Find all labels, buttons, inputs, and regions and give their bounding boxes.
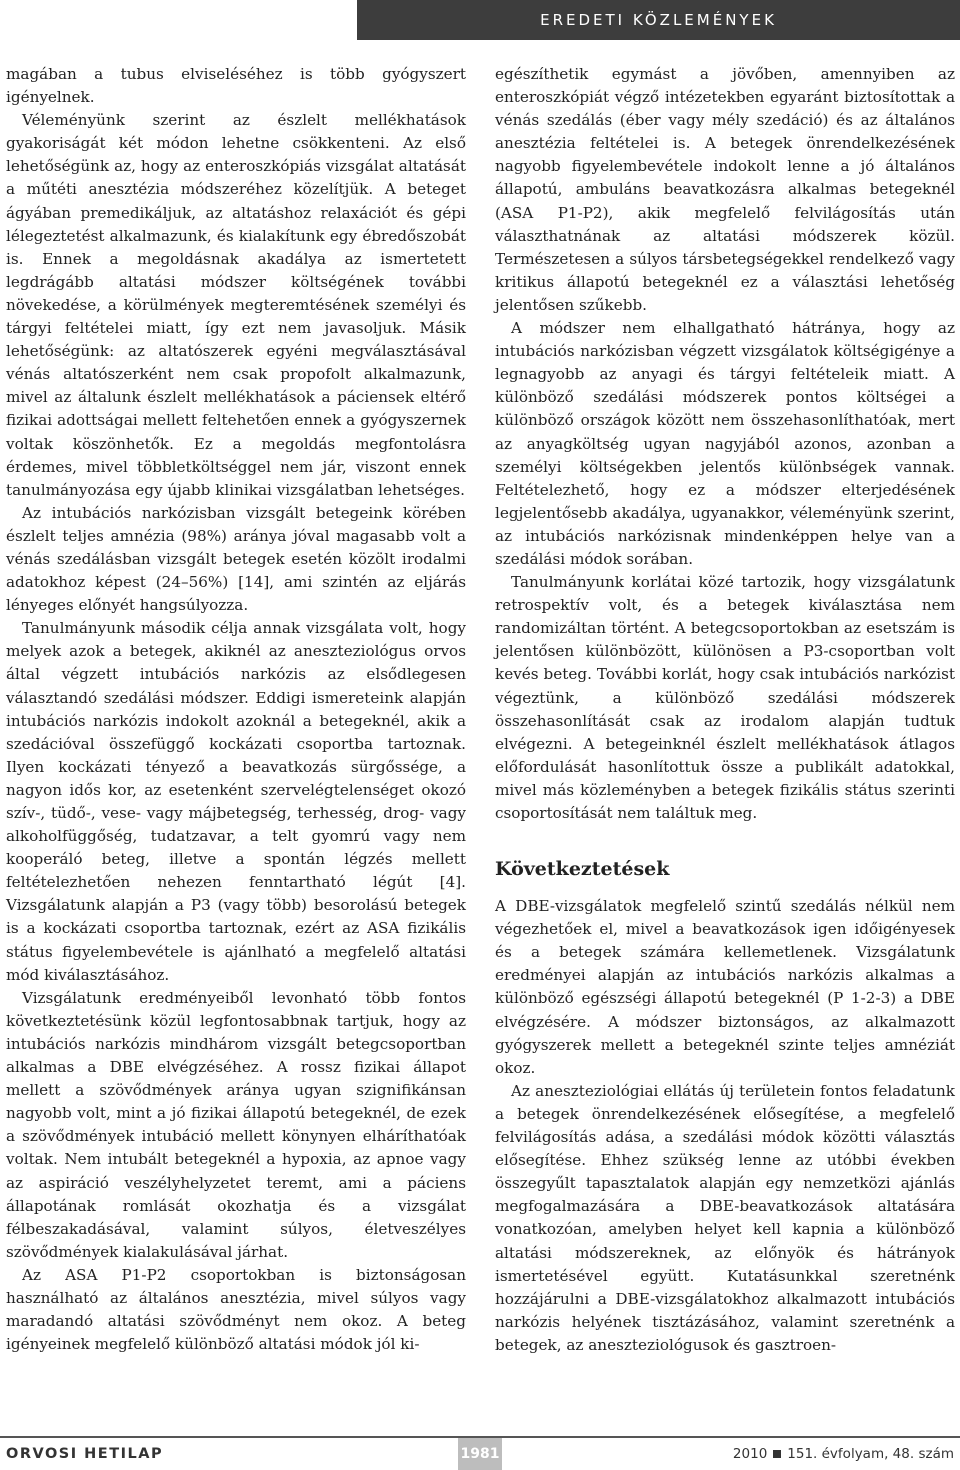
section-header [357, 0, 960, 40]
paragraph: Tanulmányunk második célja annak vizsgálata volt, hogy melyek azok a betegek, akiknél az aneszteziológus orvos által végzett intubációs narkózis az elsődlegesen választandó szedálási módszer. Eddigi ismereteink alapján intubációs narkózis indokolt azoknál a betegeknél, akik a szedációval összefüggő kockázati csoportba tartoznak. Ilyen kockázati tényező a beavatkozás sürgőssége, a nagyon idős kor, az esetenként szervelégtelenséget okozó szív-, tüdő-, vese- vagy májbetegség, terhesség, drog- vagy alkoholfüggőség, tudatzavar, a telt gyomrú vagy nem kooperáló beteg, illetve a spontán légzés mellett feltételezhetően nehezen fenntartható légút [4]. Vizsgálatunk alapján a P3 (vagy több) besorolású betegek is a kockázati csoportba tartoznak, ezért az ASA fizikális státus figyelembevétele is ajánlható a megfelelő altatási mód kiválasztásához. [6, 619, 466, 984]
page-number: 1981 [458, 1438, 502, 1470]
journal-name: ORVOSI HETILAP [6, 1446, 164, 1462]
volume-issue: 151. évfolyam, 48. szám [787, 1446, 954, 1462]
paragraph: Az intubációs narkózisban vizsgált betegeink körében észlelt teljes amnézia (98%) aránya jóval magasabb volt a vénás szedálásban vizsgált betegek esetén közölt irodalmi adatokhoz képest (24–56%) [14], ami szintén az eljárás lényeges előnyét hangsúlyozza. [6, 503, 466, 615]
left-column [6, 63, 466, 1356]
section-title: EREDETI KÖZLEMÉNYEK [540, 11, 777, 29]
issue-year: 2010 [732, 1446, 768, 1462]
square-bullet-icon [773, 1450, 781, 1458]
paragraph: Az aneszteziológiai ellátás új területein fontos feladatunk a betegek önrendelkezésének elősegítése, a megfelelő felvilágosítás adása, a szedálási módok közötti választás elősegítése. Ehhez szükség lenne az utóbbi években összegyűlt tapasztalatok alapján egy nemzetközi ajánlás megfogalmazására a DBE-beavatkozások altatására vonatkozóan, amelyben helyet kell kapnia a különböző altatási módszereknek, az előnyök és hátrányok ismertetésével együtt. Kutatásunkkal szeretnénk hozzájárulni a DBE-vizsgálatokhoz alkalmazott intubációs narkózis helyének tisztázásához, valamint szeretnénk a betegek, az aneszteziológusok és gasztroen- [495, 1081, 955, 1354]
paragraph: Tanulmányunk korlátai közé tartozik, hogy vizsgálatunk retrospektív volt, és a betegek kiválasztása nem randomizáltan történt. A betegcsoportokban az esetszám is jelentősen különbözött, különösen a P3-csoportban volt kevés beteg. További korlát, hogy csak intubációs narkózist végeztünk, a különböző szedálási módszerek összehasonlítását csak az irodalom alapján tudtuk elvégezni. A betegeinknél észlelt mellékhatások átlagos előfordulását hasonlítottuk össze a publikált adatokkal, mivel más közleményben a betegek fizikális státus szerinti csoportosítását nem találtuk meg. [495, 573, 955, 822]
right-column [495, 63, 955, 1357]
paragraph: egészíthetik egymást a jövőben, amennyiben az enteroszkópiát végző intézetekben egyaránt biztosítottak a vénás szedálás (éber vagy mély szedáció) és az általános anesztézia feltételei is. A betegek önrendelkezésének nagyobb figyelembevétele indokolt lenne a jó általános állapotú, ambuláns beavatkozásra alkalmas betegeknél (ASA P1-P2), akik megfelelő felvilágosítás után választhatnának az altatási módszerek közül. Természetesen a súlyos társbetegségekkel rendelkező vagy kritikus állapotú betegeknél ez a választási lehetőség jelentősen szűkebb. [495, 65, 955, 314]
paragraph: A módszer nem elhallgatható hátránya, hogy az intubációs narkózisban végzett vizsgálatok költségigénye a legnagyobb az anyagi és tárgyi feltételeik miatt. A különböző szedálási módszerek pontos költségei a különböző országok között nem összehasonlíthatóak, mert az anyagköltség ugyan nagyjából azonos, azonban a személyi költségekben jelentős különbségek vannak. Feltételezhető, hogy ez a módszer elterjedésének legjelentősebb akadálya, ugyanakkor, véleményünk szerint, az intubációs narkózisnak mindenképpen helye van a szedálási módok sorában. [495, 319, 955, 568]
paragraph: Az ASA P1-P2 csoportokban is biztonságosan használható az általános anesztézia, mivel súlyos vagy maradandó altatási szövődményt nem okoz. A beteg igényeinek megfelelő különböző altatási módok jól ki- [6, 1265, 466, 1354]
paragraph: A DBE-vizsgálatok megfelelő szintű szedálás nélkül nem végezhetőek el, mivel a beavatkozások igen időigényesek és a betegek számára kellemetlenek. Vizsgálatunk eredményei alapján az intubációs narkózis alkalmas a különböző egészségi állapotú betegeknél (P 1-2-3) a DBE elvégzésére. A módszer biztonságos, az alkalmazott gyógyszerek mellett a betegeknél szinte teljes amnéziát okoz. [495, 897, 955, 1077]
issue-info [733, 1446, 954, 1462]
page-footer [0, 1436, 960, 1470]
conclusion-heading: Következtetések [495, 858, 670, 881]
paragraph: magában a tubus elviseléséhez is több gyógyszert igényelnek. [6, 65, 466, 107]
paragraph: Véleményünk szerint az észlelt mellékhatások gyakoriságát két módon lehetne csökkenteni. Az első lehetőségünk az, hogy az enteroszkópiás vizsgálat altatását a műtéti anesztézia módszeréhez közelítjük. A beteget ágyában premedikáljuk, az altatáshoz relaxációt és gépi lélegeztetést alkalmazunk, és kialakítunk egy ébredőszobát is. Ennek a megoldásnak akadálya az ismertetett legdrágább altatási módszer költségének további növekedése, a körülmények megteremtésének személyi és tárgyi feltételei miatt, így ezt nem javasoljuk. Másik lehetőségünk: az altatószerek egyéni megválasztásával vénás altatószerként nem csak propofolt alkalmazunk, mivel az általunk észlelt mellékhatások a páciensek eltérő fizikai adottságai mellett feltehetően ennek a gyógyszernek voltak köszönhetők. Ez a megoldás megfontolásra érdemes, mivel többletköltséggel nem jár, viszont ennek tanulmányozása egy újabb klinikai vizsgálatban lehetséges. [6, 111, 466, 499]
paragraph: Vizsgálatunk eredményeiből levonható több fontos következtetésünk közül legfontosabbnak tartjuk, hogy az intubációs narkózis mindhárom vizsgált betegcsoportban alkalmas a DBE elvégzéséhez. A rossz fizikai állapot mellett a szövődmények aránya ugyan szignifikánsan nagyobb volt, mint a jó fizikai állapotú betegeknél, de ezek a szövődmények intubáció mellett könynyen elháríthatóak voltak. Nem intubált betegeknél a hypoxia, az apnoe vagy az aspiráció veszélyhelyzetet teremt, ami a páciens állapotának romlását okozhatja és a vizsgálat félbeszakadásával, valamint súlyos, életveszélyes szövődmények kialakulásával járhat. [6, 988, 466, 1261]
